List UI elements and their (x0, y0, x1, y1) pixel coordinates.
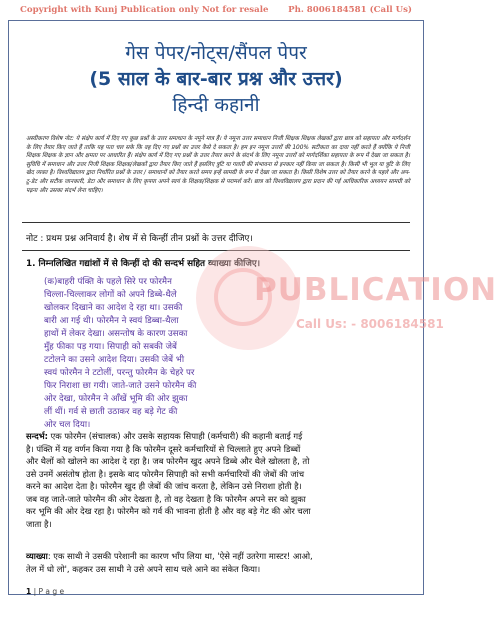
contact-phone: Ph. 8006184581 (Call Us) (288, 5, 412, 15)
page-footer (26, 587, 414, 596)
copyright-bar (0, 5, 432, 18)
title-subtitle: (5 साल के बार-बार प्रश्न और उत्तर) (89, 68, 343, 90)
explanation-section (26, 550, 414, 575)
context-text: एक फोरमैन (संचालक) और उसके सहायक सिपाही (कर्मचारी) की कहानी बताई गई (50, 431, 303, 441)
exam-note: नोट : प्रथम प्रश्न अनिवार्य है। शेष में से किन्हीं तीन प्रश्नों के उत्तर दीजिए। (26, 234, 253, 244)
page-label: | P a g e (33, 587, 65, 596)
watermark-phone: Call Us: - 8006184581 (296, 317, 444, 331)
passage-line: टटोलने का उसने आदेश दिया। उसकी जेबें भी (44, 355, 185, 365)
context-line: जब वह जाते-जाते फोरमैन की ओर देखता है, तो वह देखता है कि फोरमैन अपने सर को झुका (26, 493, 306, 504)
passage-line: लीं थीं। गर्व से छाती उठाकर वह बड़े गेट की (44, 407, 178, 417)
disclaimer-paragraph: अस्वीकरण विशेष नोट: ये संक्षेप कार्य में दिए गए कुछ प्रश्नों के उत्तर समाधान के नमूने मात्र हैं। ये नमूना उत्तर समाधान निजी शिक्षक शिक्षक लेखकों द्वारा छात्र को सहायता और मार्गदर्शन के लिए तैयार किए जाते हैं ताकि यह पता चल सके कि वह दिए गए प्रश्नों का उत्तर कैसे दे सकता है। हम इन नमूना उत्तरों की 100% सटीकता का दावा नहीं करते हैं क्योंकि ये निजी शिक्षक शिक्षक के ज्ञान और क्षमता पर आधारित हैं। संक्षेप कार्य में दिए गए प्रश्नों के उत्तर तैयार करने के संदर्भ के लिए नमूना उत्तरों को मार्गदर्शिका सहायता के रूप में देखा जा सकता है। सुविधि में समाधान और उत्तर निजी शिक्षक शिक्षक/लेखकों द्वारा तैयार किए जाते हैं इसलिए त्रुटि या गलती की संभावना से इनकार नहीं किया जा सकता है। किसी भी भूल या त्रुटि के लिए खेद व्यक्त है। विश्वविद्यालय द्वारा निर्धारित प्रश्नों के उत्तर / समाधानों को तैयार करते समय इन्हें सामग्री के रूप में देखा जा सकता है। किसी विशेष उत्तर को तैयार करने के पहले और अप-टू-डेट और सटीक जानकारी, डेटा और समाधान के लिए कृपया अपने स्वयं के शिक्षक/शिक्षक से परामर्श करें। छात्र को विश्वविद्यालय द्वारा प्रदान की गई आधिकारिक अध्ययन सामग्री को पढ़ना और उसका संदर्भ लेना चाहिए। (26, 136, 410, 194)
context-line: कर भूमि की ओर देख रहा है। फोरमैन को गर्व की भावना होती है और वह बड़े गेट की ओर चला (26, 506, 311, 516)
context-line: करने का आदेश देता है। फोरमैन खुद ही जेबों की जांच करता है, लेकिन उसे निराशा होती है। (26, 481, 302, 491)
passage-line: मुँह फीका पड़ गया। सिपाही को सबकी जेबें (44, 342, 177, 352)
title-block (0, 40, 432, 118)
title-subject: हिन्दी कहानी (172, 94, 260, 116)
explanation-line (26, 550, 414, 563)
context-line (26, 430, 414, 443)
explanation-line: तेल में धो लो', कहकर उस साथी ने उसे अपने साथ चले आने का संकेत किया। (26, 563, 261, 574)
explanation-text: : एक साथी ने उसकी परेशानी का कारण भाँप लिया था, 'ऐसे नहीं उतरेगा मास्टर! आओ, (47, 551, 313, 561)
context-line: है। पंक्ति में यह वर्णन किया गया है कि फोरमैन दूसरे कर्मचारियों से चिल्लाते हुए अपने डिब्बों (26, 443, 301, 454)
passage-line: फिर निराशा छा गयी। जाते-जाते उसने फोरमैन की (44, 381, 197, 391)
question-heading: 1. निम्नलिखित गद्यांशों में से किन्हीं दो की सन्दर्भ सहित व्याख्या कीजिए। (26, 259, 261, 269)
passage-line: खोलकर दिखाने का आदेश दे रहा था। उसकी (44, 303, 183, 313)
context-section (26, 430, 414, 530)
copyright-notice: Copyright with Kunj Publication only Not for resale (20, 5, 269, 15)
divider-top (22, 222, 410, 223)
title-main: गेस पेपर/नोट्स/सैंपल पेपर (125, 42, 307, 64)
context-label: सन्दर्भ: (26, 431, 48, 441)
passage-line: ओर देखा, फोरमैन ने आँखें भूमि की ओर झुका (44, 394, 188, 404)
passage-line: ओर चल दिया। (44, 420, 91, 430)
passage-ka (44, 276, 266, 432)
watermark-brand: PUBLICATION (254, 272, 497, 308)
context-line: और थैलों को खोलने का आदेश दे रहा है। जब फोरमैन खुद अपने डिब्बे और थैले खोलता है, तो (26, 456, 310, 466)
context-line: उसे उनमें असंतोष होता है। इसके बाद फोरमैन सिपाही को सभी कर्मचारियों की जेबों की जांच (26, 468, 305, 479)
passage-line: (क)बाहरी पंक्ति के पहले सिरे पर फोरमैन (44, 277, 172, 287)
page-number: 1 (26, 587, 32, 596)
explanation-label: व्याख्या (26, 551, 48, 561)
passage-line: चिल्ला-चिल्लाकर लोगों को अपने डिब्बे-थैले (44, 290, 177, 300)
context-line: जाता है। (26, 518, 52, 529)
passage-line: हाथों में लेकर देखा। असन्तोष के कारण उसका (44, 329, 188, 339)
passage-line: स्वयं फोरमैन ने टटोलीं, परन्तु फोरमैन के चेहरे पर (44, 368, 195, 378)
passage-line: बारी आ गई थी। फोरमैन ने स्वयं डिब्बा-थैला (44, 316, 179, 326)
